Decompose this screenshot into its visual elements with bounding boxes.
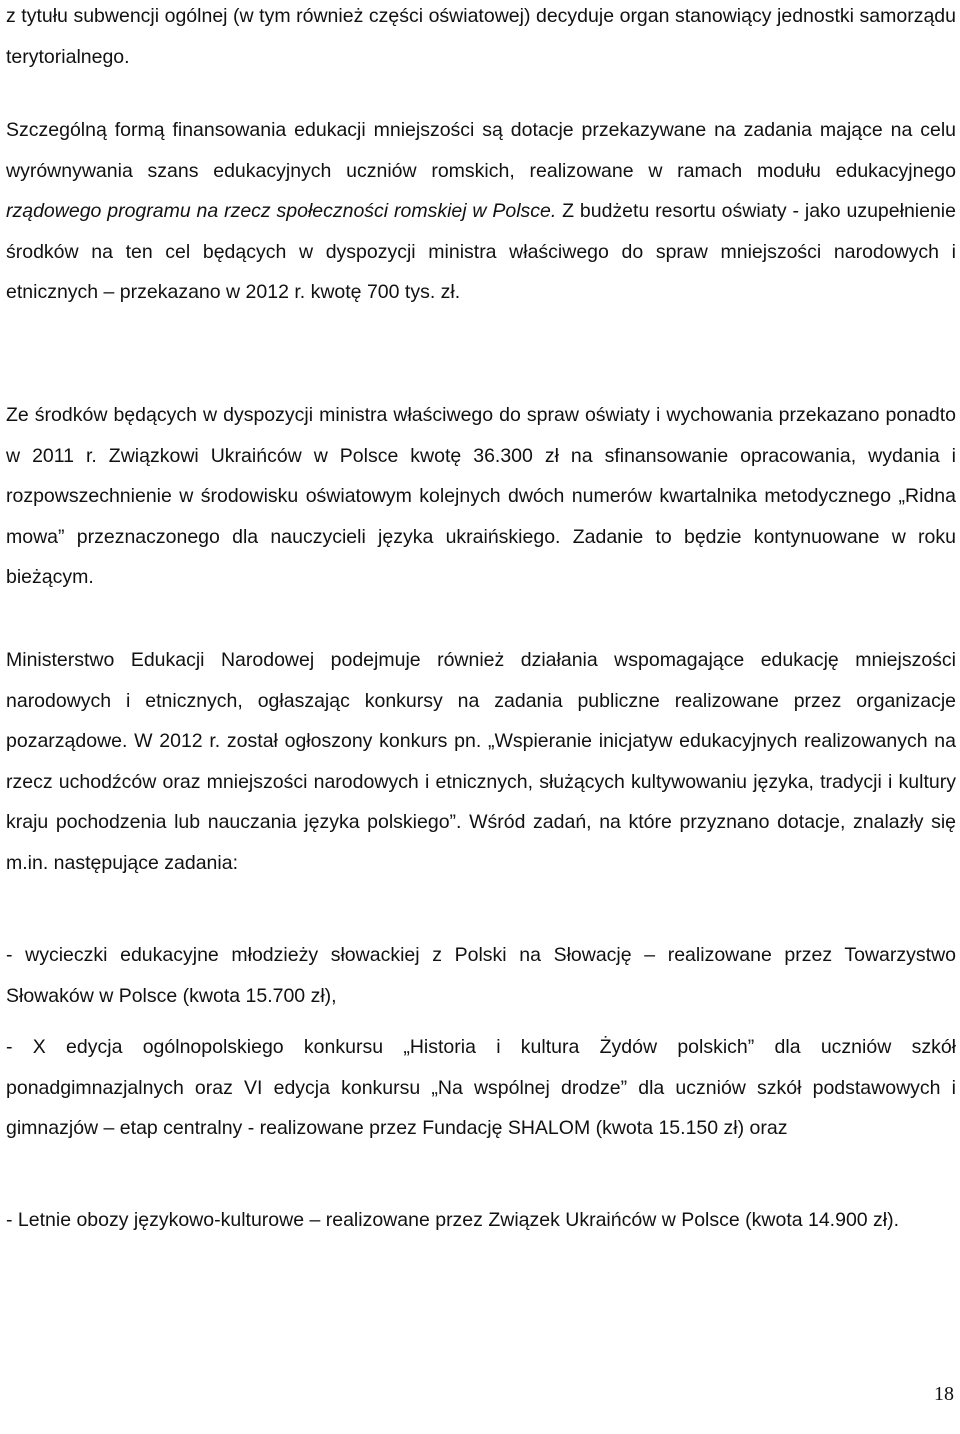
list-item-summer-camps: - Letnie obozy językowo-kulturowe – realizowane przez Związek Ukraińców w Polsce (kwota 14.900 zł). (6, 1209, 900, 1231)
page-number: 18 (934, 1383, 954, 1405)
list-item-slovak-trips: - wycieczki edukacyjne młodzieży słowackiej z Polski na Słowację – realizowane przez Towarzystwo Słowaków w Polsce (kwota 15.700 zł), (6, 944, 956, 1007)
paragraph-ministry-competitions: Ministerstwo Edukacji Narodowej podejmuje również działania wspomagające edukację mniejszości narodowych i etnicznych, ogłaszając konkursy na zadania publiczne realizowane przez organizacje pozarządowe. W 2012 r. został ogłoszony konkurs pn. „Wspieranie inicjatyw edukacyjnych realizowanych na rzecz uchodźców oraz mniejszości narodowych i etnicznych, służących kultywowaniu języka, tradycji i kultury kraju pochodzenia lub nauczania języka polskiego”. Wśród zadań, na które przyznano dotacje, znalazły się m.in. następujące zadania: (6, 649, 956, 874)
paragraph-ukrainian-union-funding: Ze środków będących w dyspozycji ministra właściwego do spraw oświaty i wychowania przekazano ponadto w 2011 r. Związkowi Ukraińców w Polsce kwotę 36.300 zł na sfinansowanie opracowania, wydania i rozpowszechnienie w środowisku oświatowym kolejnych dwóch numerów kwartalnika metodycznego „Ridna mowa” przeznaczonego dla nauczycieli języka ukraińskiego. Zadanie to będzie kontynuowane w roku bieżącym. (6, 404, 956, 589)
paragraph-text-end: Z budżetu resortu oświaty - jako uzupełnienie środków na ten cel będących w dyspozycji ministra właściwego do spraw mniejszości narodowych i etnicznych – przekazano w 2012 r. kwotę 700 tys. zł. (6, 200, 956, 304)
list-item-jewish-history-contest: - X edycja ogólnopolskiego konkursu „Historia i kultura Żydów polskich” dla uczniów szkół ponadgimnazjalnych oraz VI edycja konkursu „Na wspólnej drodze” dla uczniów szkół podstawowych i gimnazjów – etap centralny - realizowane przez Fundację SHALOM (kwota 15.150 zł) oraz (6, 1036, 956, 1140)
program-name-italic: rządowego programu na rzecz społeczności romskiej w Polsce. (6, 200, 557, 223)
paragraph-text-start: Szczególną formą finansowania edukacji mniejszości są dotacje przekazywane na zadania mające na celu wyrównywania szans edukacyjnych uczniów romskich, realizowane w ramach modułu edukacyjnego (6, 119, 956, 182)
paragraph-roma-education-grants (6, 110, 956, 313)
paragraph-subsidy-decision: z tytułu subwencji ogólnej (w tym również części oświatowej) decyduje organ stanowiący jednostki samorządu terytorialnego. (6, 5, 956, 68)
